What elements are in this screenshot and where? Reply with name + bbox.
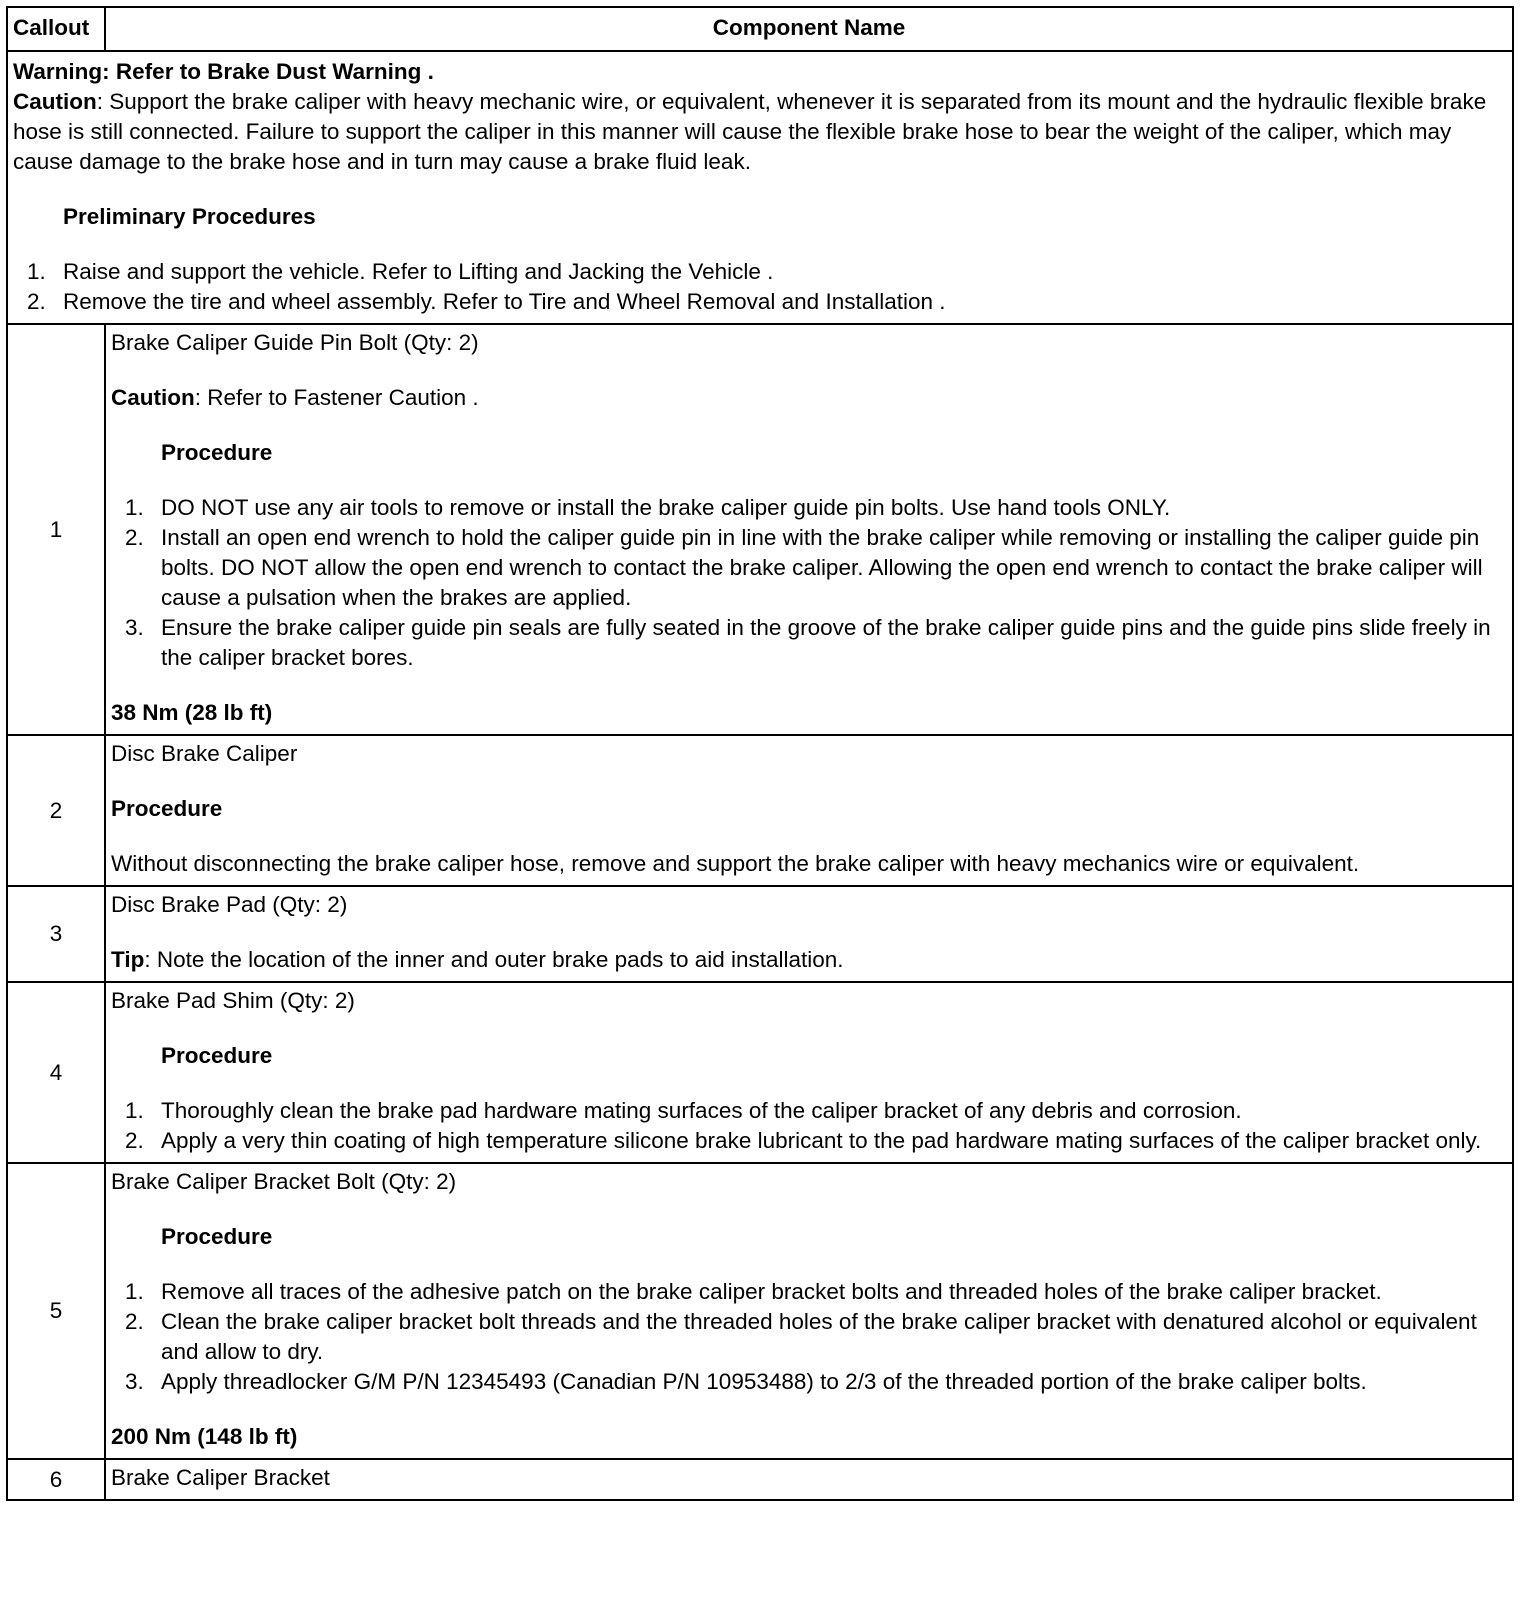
component-cell [105, 1459, 1513, 1500]
callout-number: 2 [7, 735, 105, 886]
caution-line [13, 87, 1506, 177]
preliminary-steps [13, 257, 1506, 317]
list-item: Clean the brake caliper bracket bolt threads and the threaded holes of the brake caliper bracket with denatured alcohol or equivalent and allow to dry. [161, 1309, 1477, 1364]
tip-label: Tip [111, 947, 145, 972]
list-item: Ensure the brake caliper guide pin seals are fully seated in the groove of the brake caliper guide pins and the guide pins slide freely in the caliper bracket bores. [161, 615, 1491, 670]
torque-value: 200 Nm (148 lb ft) [111, 1424, 298, 1449]
table-row [7, 324, 1513, 735]
procedure-steps [111, 493, 1506, 673]
torque-spec [111, 1422, 1506, 1452]
component-cell [105, 886, 1513, 982]
callout-number: 1 [7, 324, 105, 735]
list-item: DO NOT use any air tools to remove or install the brake caliper guide pin bolts. Use hand tools ONLY. [161, 495, 1171, 520]
callout-number: 5 [7, 1163, 105, 1459]
component-cell [105, 324, 1513, 735]
component-cell [105, 735, 1513, 886]
component-cell [105, 1163, 1513, 1459]
tip-line [111, 945, 1506, 975]
component-cell [105, 982, 1513, 1163]
procedure-title: Procedure [161, 1224, 273, 1249]
list-item: Thoroughly clean the brake pad hardware mating surfaces of the caliper bracket of any debris and corrosion. [161, 1098, 1242, 1123]
component-name: Disc Brake Pad (Qty: 2) [111, 892, 348, 917]
warning-text: Refer to Brake Dust Warning . [115, 59, 434, 84]
tip-text: : Note the location of the inner and outer brake pads to aid installation. [144, 947, 844, 972]
list-item: Apply a very thin coating of high temperature silicone brake lubricant to the pad hardware mating surfaces of the caliper bracket only. [161, 1128, 1482, 1153]
component-name: Disc Brake Caliper [111, 741, 298, 766]
table-row [7, 886, 1513, 982]
callout-header: Callout [7, 7, 105, 51]
preliminary-procedures-title: Preliminary Procedures [63, 204, 316, 229]
torque-value: 38 Nm (28 lb ft) [111, 700, 273, 725]
procedure-title-text: Procedure [111, 796, 223, 821]
component-name-header: Component Name [105, 7, 1513, 51]
table-row [7, 735, 1513, 886]
warning-line [13, 57, 1506, 87]
table-row [7, 1459, 1513, 1500]
intro-cell [7, 51, 1513, 324]
procedure-title [111, 794, 1506, 824]
caution-line [111, 383, 1506, 413]
list-item: Raise and support the vehicle. Refer to Lifting and Jacking the Vehicle . [63, 259, 774, 284]
procedure-steps [111, 1277, 1506, 1397]
component-name: Brake Caliper Guide Pin Bolt (Qty: 2) [111, 330, 479, 355]
list-item: Apply threadlocker G/M P/N 12345493 (Canadian P/N 10953488) to 2/3 of the threaded portion of the brake caliper bolts. [161, 1369, 1367, 1394]
component-name: Brake Pad Shim (Qty: 2) [111, 988, 355, 1013]
header-row [7, 7, 1513, 51]
callout-number: 3 [7, 886, 105, 982]
component-name: Brake Caliper Bracket Bolt (Qty: 2) [111, 1169, 457, 1194]
list-item: Remove all traces of the adhesive patch on the brake caliper bracket bolts and threaded holes of the brake caliper bracket. [161, 1279, 1382, 1304]
caution-text: : Refer to Fastener Caution . [194, 385, 479, 410]
table-row [7, 982, 1513, 1163]
table-row [7, 1163, 1513, 1459]
caution-label: Caution [111, 385, 195, 410]
torque-spec [111, 698, 1506, 728]
procedure-title: Procedure [161, 1043, 273, 1068]
caution-label: Caution [13, 89, 97, 114]
caution-text: : Support the brake caliper with heavy mechanic wire, or equivalent, whenever it is separated from its mount and the hydraulic flexible brake hose is still connected. Failure to support the caliper in this manner will cause the flexible brake hose to bear the weight of the caliper, which may cause damage to the brake hose and in turn may cause a brake fluid leak. [13, 89, 1487, 174]
callout-number: 4 [7, 982, 105, 1163]
list-item: Remove the tire and wheel assembly. Refer to Tire and Wheel Removal and Installation . [63, 289, 946, 314]
procedure-title: Procedure [161, 440, 273, 465]
intro-row [7, 51, 1513, 324]
list-item: Install an open end wrench to hold the caliper guide pin in line with the brake caliper while removing or installing the caliper guide pin bolts. DO NOT allow the open end wrench to contact the brake caliper. Allowing the open end wrench to contact the brake caliper will cause a pulsation when the brakes are applied. [161, 525, 1483, 610]
component-name: Brake Caliper Bracket [111, 1465, 330, 1490]
procedure-table [6, 6, 1514, 1501]
procedure-steps [111, 1096, 1506, 1156]
procedure-text: Without disconnecting the brake caliper hose, remove and support the brake caliper with heavy mechanics wire or equivalent. [111, 851, 1360, 876]
warning-label: Warning: [13, 59, 110, 84]
callout-number: 6 [7, 1459, 105, 1500]
